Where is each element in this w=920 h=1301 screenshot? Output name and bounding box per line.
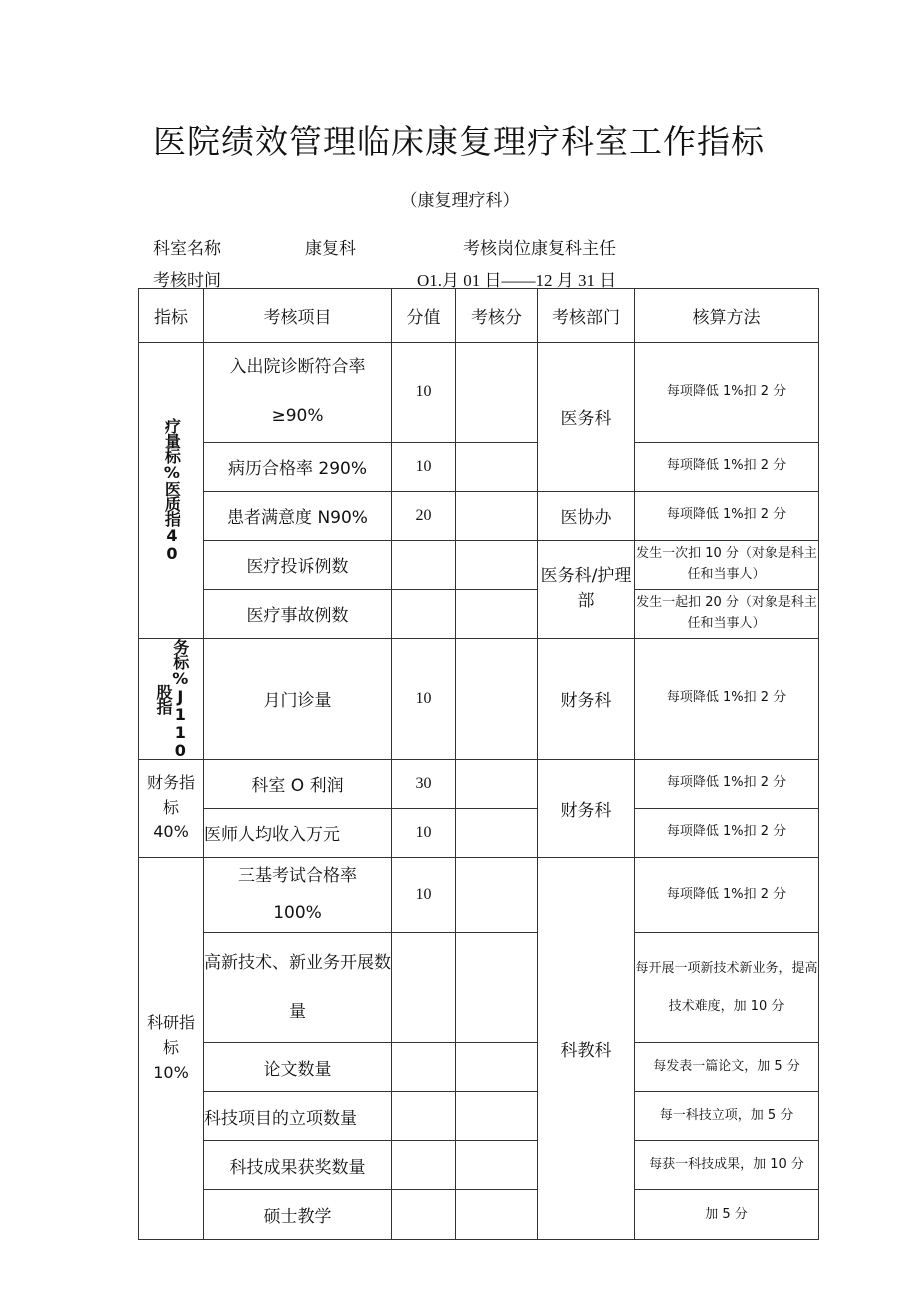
assess-score-cell[interactable] bbox=[456, 759, 538, 808]
table-header-row bbox=[139, 289, 819, 343]
table-row bbox=[139, 933, 819, 1043]
table-row bbox=[139, 442, 819, 491]
method-cell: 每项降低 1%扣 2 分 bbox=[635, 808, 819, 857]
dept-cell: 医协办 bbox=[538, 491, 635, 540]
dept-cell: 科教科 bbox=[538, 857, 635, 1240]
method-cell: 发生一起扣 20 分（对象是科主任和当事人） bbox=[635, 589, 819, 638]
table-row bbox=[139, 759, 819, 808]
header-cell: 考核分 bbox=[456, 289, 538, 343]
item-cell: 医疗事故例数 bbox=[204, 589, 392, 638]
table-row bbox=[139, 540, 819, 589]
table-row bbox=[139, 343, 819, 443]
method-cell: 发生一次扣 10 分（对象是科主任和当事人） bbox=[635, 540, 819, 589]
item-cell: 医师人均收入万元 bbox=[204, 808, 392, 857]
table-row bbox=[139, 857, 819, 933]
item-cell: 病历合格率 290% bbox=[204, 442, 392, 491]
method-cell: 每开展一项新技术新业务，提高技术难度，加 10 分 bbox=[635, 933, 819, 1043]
assess-score-cell[interactable] bbox=[456, 589, 538, 638]
item-cell: 高新技术、新业务开展数量 bbox=[204, 933, 392, 1043]
item-cell: 医疗投诉例数 bbox=[204, 540, 392, 589]
item-cell: 月门诊量 bbox=[204, 638, 392, 759]
method-cell: 每项降低 1%扣 2 分 bbox=[635, 857, 819, 933]
table-row bbox=[139, 638, 819, 759]
method-cell: 每获一科技成果，加 10 分 bbox=[635, 1141, 819, 1190]
score-cell bbox=[392, 589, 456, 638]
score-cell bbox=[392, 1043, 456, 1092]
page-title: 医院绩效管理临床康复理疗科室工作指标 bbox=[153, 122, 765, 161]
assess-score-cell[interactable] bbox=[456, 442, 538, 491]
score-cell bbox=[392, 1141, 456, 1190]
item-cell: 科技项目的立项数量 bbox=[204, 1092, 392, 1141]
category-cell bbox=[139, 638, 204, 759]
assess-score-cell[interactable] bbox=[456, 1092, 538, 1141]
category-cell: 科研指标 10% bbox=[139, 857, 204, 1240]
item-cell: 科技成果获奖数量 bbox=[204, 1141, 392, 1190]
dept-cell: 医务科/护理部 bbox=[538, 540, 635, 638]
header-cell: 分值 bbox=[392, 289, 456, 343]
assess-score-cell[interactable] bbox=[456, 857, 538, 933]
time-value: O1.月 01 日——12 月 31 日 bbox=[417, 271, 617, 290]
method-cell: 每项降低 1%扣 2 分 bbox=[635, 638, 819, 759]
assess-score-cell[interactable] bbox=[456, 491, 538, 540]
dept-cell: 财务科 bbox=[538, 638, 635, 759]
assess-score-cell[interactable] bbox=[456, 1043, 538, 1092]
score-cell: 10 bbox=[392, 343, 456, 443]
score-cell bbox=[392, 540, 456, 589]
method-cell: 加 5 分 bbox=[635, 1190, 819, 1240]
dept-label: 科室名称 bbox=[153, 239, 221, 259]
assess-score-cell[interactable] bbox=[456, 1190, 538, 1240]
item-cell: 硕士教学 bbox=[204, 1190, 392, 1240]
category-label: 疗量标%医质指40 bbox=[162, 418, 182, 563]
score-cell bbox=[392, 1190, 456, 1240]
score-cell bbox=[392, 933, 456, 1043]
page-subtitle: （康复理疗科） bbox=[400, 191, 520, 211]
score-cell: 10 bbox=[392, 808, 456, 857]
score-cell: 30 bbox=[392, 759, 456, 808]
category-cell: 财务指标 40% bbox=[139, 759, 204, 857]
item-cell: 患者满意度 N90% bbox=[204, 491, 392, 540]
dept-value: 康复科 bbox=[305, 239, 356, 259]
item-cell: 科室 O 利润 bbox=[204, 759, 392, 808]
header-cell: 核算方法 bbox=[635, 289, 819, 343]
assess-score-cell[interactable] bbox=[456, 933, 538, 1043]
method-cell: 每发表一篇论文，加 5 分 bbox=[635, 1043, 819, 1092]
dept-cell: 财务科 bbox=[538, 759, 635, 857]
method-cell: 每项降低 1%扣 2 分 bbox=[635, 343, 819, 443]
item-cell: 三基考试合格率100% bbox=[204, 857, 392, 933]
dept-cell: 医务科 bbox=[538, 343, 635, 492]
score-cell: 10 bbox=[392, 638, 456, 759]
score-cell: 20 bbox=[392, 491, 456, 540]
category-cell bbox=[139, 343, 204, 639]
method-cell: 每项降低 1%扣 2 分 bbox=[635, 442, 819, 491]
table-row bbox=[139, 1092, 819, 1141]
item-cell: 入出院诊断符合率≥90% bbox=[204, 343, 392, 443]
item-cell: 论文数量 bbox=[204, 1043, 392, 1092]
table-row bbox=[139, 589, 819, 638]
assess-score-cell[interactable] bbox=[456, 1141, 538, 1190]
score-cell: 10 bbox=[392, 442, 456, 491]
category-label: 股指 bbox=[154, 683, 173, 714]
table-row bbox=[139, 491, 819, 540]
assess-score-cell[interactable] bbox=[456, 540, 538, 589]
category-label: 务标%J110 bbox=[170, 638, 190, 759]
header-cell: 考核项目 bbox=[204, 289, 392, 343]
indicator-table bbox=[138, 288, 819, 1240]
table-row bbox=[139, 1141, 819, 1190]
table-row bbox=[139, 1043, 819, 1092]
assess-score-cell[interactable] bbox=[456, 808, 538, 857]
table-row bbox=[139, 808, 819, 857]
method-cell: 每一科技立项，加 5 分 bbox=[635, 1092, 819, 1141]
method-cell: 每项降低 1%扣 2 分 bbox=[635, 491, 819, 540]
assess-score-cell[interactable] bbox=[456, 638, 538, 759]
table-row bbox=[139, 1190, 819, 1240]
method-cell: 每项降低 1%扣 2 分 bbox=[635, 759, 819, 808]
header-cell: 指标 bbox=[139, 289, 204, 343]
position-text: 考核岗位康复科主任 bbox=[463, 239, 616, 259]
score-cell bbox=[392, 1092, 456, 1141]
assess-score-cell[interactable] bbox=[456, 343, 538, 443]
score-cell: 10 bbox=[392, 857, 456, 933]
time-label: 考核时间 bbox=[153, 271, 221, 291]
header-cell: 考核部门 bbox=[538, 289, 635, 343]
